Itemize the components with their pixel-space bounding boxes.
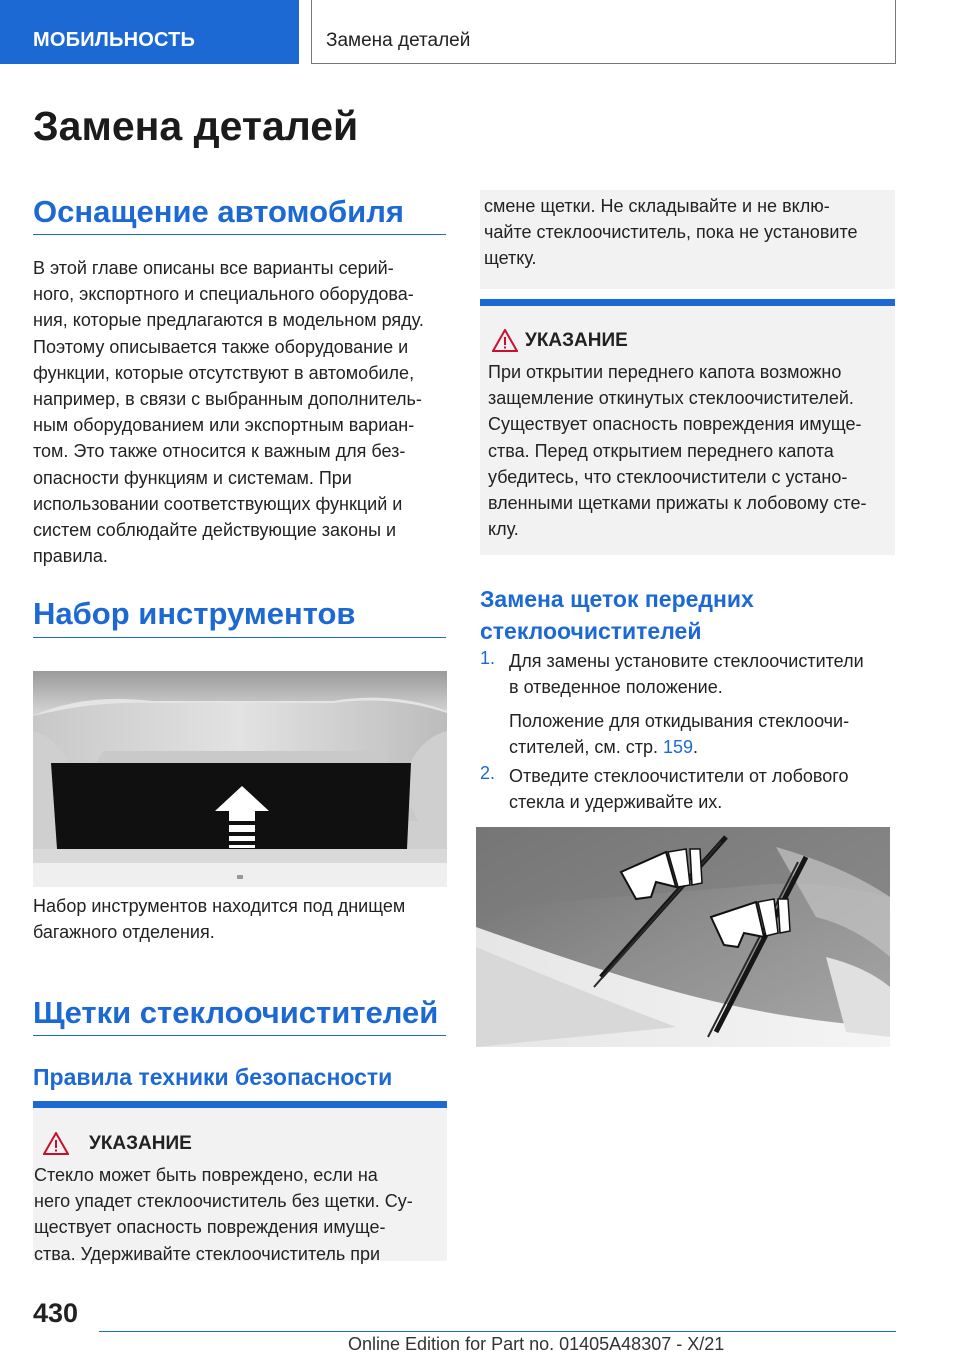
warning-triangle-icon [43, 1132, 69, 1155]
header-section-label: МОБИЛЬНОСТЬ [33, 29, 196, 51]
header-chapter-box [311, 0, 896, 64]
warning-2-text: При открытии переднего капота возможно защемление откинутых стеклоочистителей. Существует опасность повреждения имуще- ства. Перед открытием переднего капота убедитесь, что стеклоочистители с устано- вленными щетками прижаты к лобовому сте- клу. [488, 362, 867, 540]
toolkit-heading: Набор инструментов [33, 596, 356, 631]
header-chapter-label: Замена деталей [326, 30, 471, 51]
windshield-wipers-illustration [476, 827, 890, 1047]
page-reference-link[interactable]: 159 [662, 737, 694, 758]
equipment-paragraph: В этой главе описаны все варианты серий- ного, экспортного и специального оборудова- ния, которые предлагаются в модельном ряду. Поэтому описывается также оборудование и функции, которые отсутствуют в автомобиле, например, в связи с выбранным дополнитель- ным оборудованием или экспортным вариан- том. Это также относится к важным для без- опасности функциям и системам. При использовании соответствующих функций и систем соблюдайте действующие законы и правила. [33, 258, 424, 567]
equipment-heading-rule [33, 234, 446, 235]
step-2-text: Отведите стеклоочистители от лобового стекла и удерживайте их. [509, 766, 849, 813]
warning-1-title: УКАЗАНИЕ [89, 1133, 192, 1154]
step-1-note: Положение для откидывания стеклоочи- стителей, см. стр. 159. [509, 711, 850, 758]
safety-heading: Правила техники безопасности [33, 1064, 393, 1090]
wipers-heading-rule [33, 1035, 446, 1036]
warning-box-1 [33, 1101, 447, 1264]
warning-box-2 [480, 299, 895, 555]
footer-rule [99, 1331, 896, 1332]
header-section-tab[interactable] [0, 0, 299, 64]
step-2-number: 2. [480, 763, 496, 783]
trunk-illustration [33, 671, 447, 887]
warning-1-text: Стекло может быть повреждено, если на него упадет стеклоочиститель без щетки. Су- ществует опасность повреждения имуще- ства. Удерживайте стеклоочиститель при [34, 1165, 413, 1264]
replace-wipers-heading: Замена щеток передних стеклоочистителей [480, 586, 754, 644]
warning-box-1-bar [33, 1101, 447, 1108]
footer-edition: Online Edition for Part no. 01405A48307 - X/21 [348, 1334, 725, 1354]
step-1-text: Для замены установите стеклоочистители в отведенное положение. [509, 651, 864, 698]
warning-2-title: УКАЗАНИЕ [525, 330, 628, 351]
warning-1-text-continued: смене щетки. Не складывайте и не вклю- чайте стеклоочиститель, пока не установите щетку. [484, 196, 858, 269]
trunk-toolkit-figure [33, 671, 447, 887]
page-title: Замена деталей [33, 103, 359, 149]
warning-box-1-continued [480, 190, 895, 289]
toolkit-caption: Набор инструментов находится под днищем багажного отделения. [33, 896, 406, 943]
warning-box-2-bar [480, 299, 895, 306]
toolkit-heading-rule [33, 637, 446, 638]
equipment-heading: Оснащение автомобиля [33, 194, 404, 229]
wiper-figure [476, 827, 890, 1047]
page-number: 430 [33, 1298, 79, 1328]
wipers-heading: Щетки стеклоочистителей [33, 995, 439, 1030]
step-1-number: 1. [480, 648, 496, 668]
warning-triangle-icon [492, 329, 518, 352]
